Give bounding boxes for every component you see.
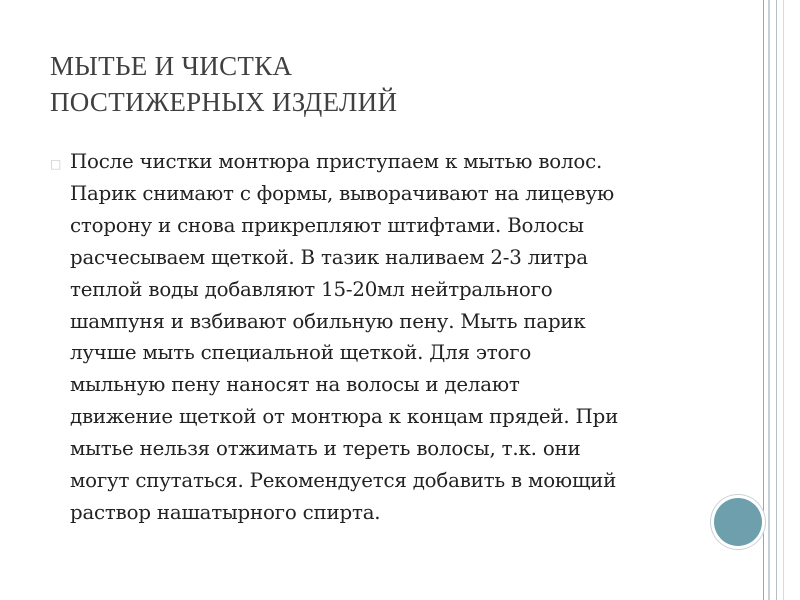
bullet-line: сторону и снова прикрепляют штифтами. Волосы xyxy=(70,213,584,237)
bullet-line: мыльную пену наносят на волосы и делают xyxy=(70,373,520,397)
slide-title-line: МЫТЬЕ И ЧИСТКА xyxy=(50,51,293,81)
bullet-item xyxy=(50,146,690,529)
bullet-line: лучше мыть специальной щеткой. Для этого xyxy=(70,341,532,365)
decorative-rail xyxy=(783,0,784,600)
bullet-line: шампуня и взбивают обильную пену. Мыть парик xyxy=(70,309,586,333)
slide-content xyxy=(50,146,690,529)
bullet-line: движение щеткой от монтюра к концам прядей. При xyxy=(70,405,619,429)
bullet-line: расчесываем щеткой. В тазик наливаем 2-3 литра xyxy=(70,245,588,269)
decorative-rail xyxy=(763,0,764,600)
bullet-line: мытье нельзя отжимать и тереть волосы, т.к. они xyxy=(70,437,581,461)
bullet-line: Парик снимают с формы, выворачивают на лицевую xyxy=(70,181,615,205)
slide-title-line: ПОСТИЖЕРНЫХ ИЗДЕЛИЙ xyxy=(50,87,398,117)
decorative-rail xyxy=(768,0,770,600)
bullet-line: раствор нашатырного спирта. xyxy=(70,500,381,524)
decorative-circle xyxy=(714,498,762,546)
bullet-line: После чистки монтюра приступаем к мытью волос. xyxy=(70,150,603,173)
bullet-text xyxy=(70,146,618,529)
slide-title xyxy=(50,48,700,120)
bullet-line: теплой воды добавляют 15-20мл нейтрального xyxy=(70,277,553,301)
bullet-line: могут спутаться. Рекомендуется добавить в моющий xyxy=(70,469,617,493)
square-bullet-icon: □ xyxy=(50,157,62,171)
decorative-rail xyxy=(776,0,777,600)
